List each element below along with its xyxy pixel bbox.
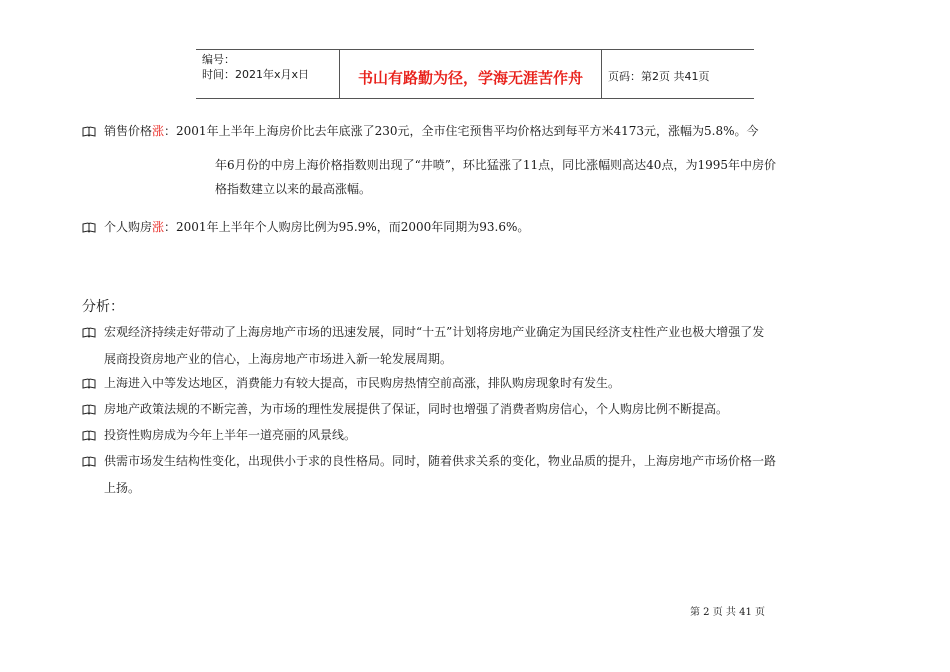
list-item [104,219,529,235]
item-label: 销售价格 [104,124,153,138]
item-label-highlight: 涨 [152,124,165,138]
item-text: ：2001年上半年个人购房比例为95.9%，而2000年同期为93.6%。 [164,220,530,234]
item-label-highlight: 涨 [152,220,165,234]
book-icon [82,430,96,441]
continuation-line: 年6月份的中房上海价格指数则出现了“井喷”，环比猛涨了11点，同比涨幅则高达40点，为1995年中房价 [215,158,776,172]
book-icon [82,126,96,137]
item-label: 个人购房 [104,220,153,234]
item-continuation [215,153,776,201]
book-icon [82,327,96,338]
book-icon [82,404,96,415]
analysis-title: 分析： [82,299,124,315]
doc-number-label: 编号： [202,53,235,66]
book-icon [82,456,96,467]
analysis-point-continuation: 上扬。 [104,481,141,495]
analysis-point: 供需市场发生结构性变化，出现供小于求的良性格局。同时，随着供求关系的变化，物业品质的提升，上海房地产市场价格一路 [104,454,777,468]
list-item [104,123,759,139]
continuation-line: 格指数建立以来的最高涨幅。 [215,182,372,196]
analysis-point: 上海进入中等发达地区，消费能力有较大提高，市民购房热情空前高涨，排队购房现象时有发生。 [104,376,621,390]
book-icon [82,378,96,389]
item-text: ：2001年上半年上海房价比去年底涨了230元，全市住宅预售平均价格达到每平方米4173元，涨幅为5.8%。今 [164,124,759,138]
time-label: 时间：2021年x月x日 [202,68,310,81]
analysis-point-continuation: 展商投资房地产业的信心，上海房地产市场进入新一轮发展周期。 [104,352,453,366]
analysis-point: 投资性购房成为今年上半年一道亮丽的风景线。 [104,428,357,442]
analysis-point: 房地产政策法规的不断完善，为市场的理性发展提供了保证，同时也增强了消费者购房信心，个人购房比例不断提高。 [104,402,729,416]
page-footer: 第 2 页 共 41 页 [690,607,765,618]
book-icon [82,222,96,233]
header-motto: 书山有路勤为径，学海无涯苦作舟 [340,50,602,98]
analysis-point: 宏观经济持续走好带动了上海房地产市场的迅速发展，同时“十五”计划将房地产业确定为国民经济支柱性产业也极大增强了发 [104,325,765,339]
header-page-code: 页码：第2页 共41页 [608,70,710,83]
document-header [196,49,754,99]
header-meta [196,50,340,98]
